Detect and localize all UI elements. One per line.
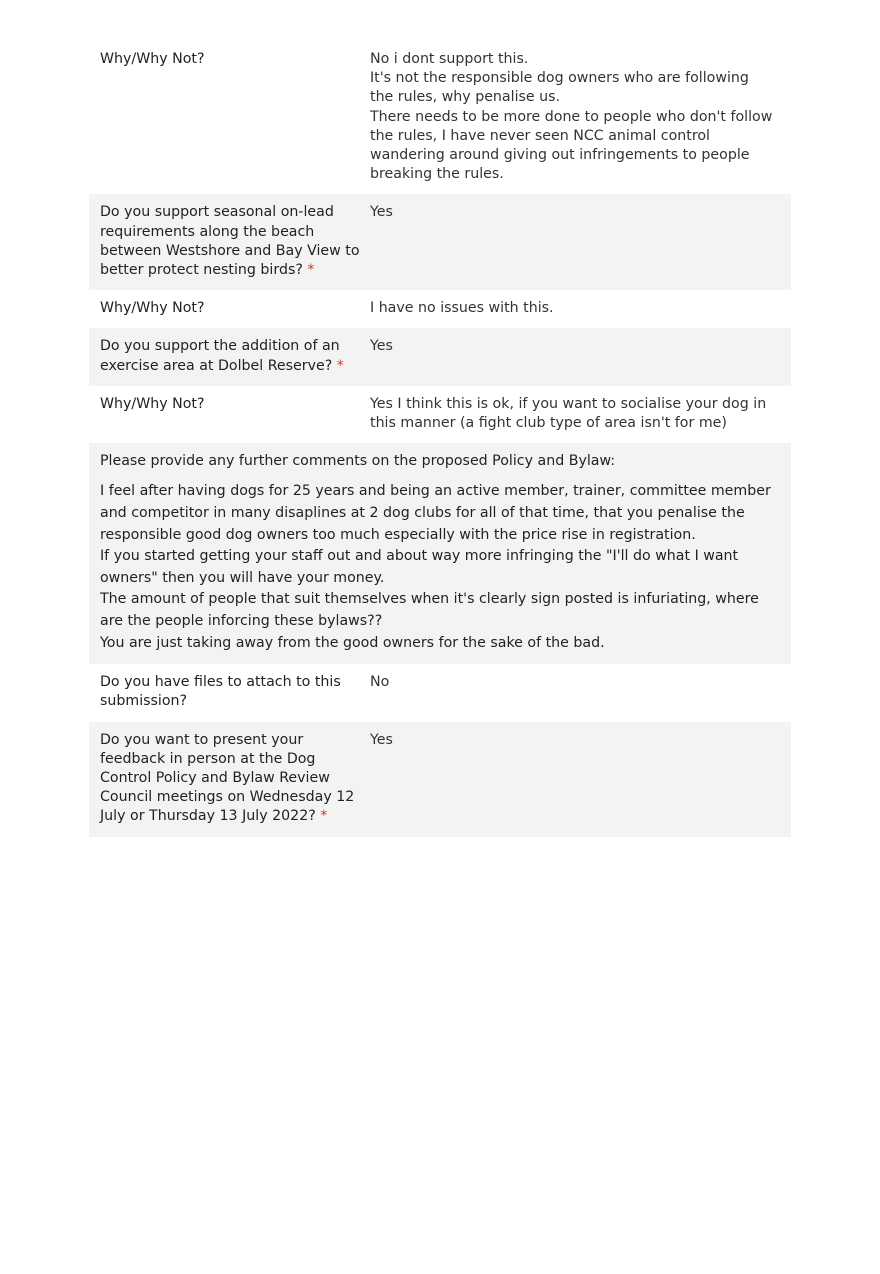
answer-line: There needs to be more done to people who don't follow the rules, I have never seen NCC animal control wandering around giving out infringements to people breaking the rules.	[370, 108, 773, 183]
answer-line: It's not the responsible dog owners who are following the rules, why penalise us.	[370, 70, 749, 106]
answer-line: You are just taking away from the good owners for the sake of the bad.	[100, 634, 605, 651]
answer-value: Yes	[370, 731, 393, 748]
question-label: Please provide any further comments on the proposed Policy and Bylaw:	[100, 453, 616, 470]
form-row-present-in-person	[89, 722, 791, 837]
answer-value	[100, 481, 780, 654]
question-label: Do you support seasonal on-lead requirements along the beach between Westshore and Bay View to better protect nesting birds? *	[100, 204, 360, 279]
required-marker: *	[336, 357, 344, 374]
form-row-why-not-1	[89, 41, 791, 194]
form-row-seasonal-on-lead	[89, 194, 791, 290]
question-label: Why/Why Not?	[100, 395, 205, 412]
form-row-why-not-3	[89, 386, 791, 443]
answer-value	[370, 50, 780, 184]
question-label: Why/Why Not?	[100, 300, 205, 317]
form-row-why-not-2	[89, 290, 791, 328]
required-marker: *	[307, 262, 315, 279]
question-label: Do you want to present your feedback in person at the Dog Control Policy and Bylaw Review Council meetings on Wednesday 12 July or Thursday 13 July 2022? *	[100, 731, 355, 825]
question-label: Do you support the addition of an exercise area at Dolbel Reserve? *	[100, 338, 344, 374]
answer-line: I feel after having dogs for 25 years and being an active member, trainer, committee member and competitor in many disaplines at 2 dog clubs for all of that time, that you penalise the responsible good dog owners too much especially with the price rise in registration.	[100, 483, 771, 543]
answer-value: Yes	[370, 338, 393, 355]
question-label: Why/Why Not?	[100, 51, 205, 67]
form-row-files-attach	[89, 664, 791, 721]
answer-value: I have no issues with this.	[370, 300, 554, 317]
answer-value: No	[370, 674, 390, 691]
answer-line: The amount of people that suit themselves when it's clearly sign posted is infuriating, where are the people inforcing these bylaws??	[100, 591, 759, 630]
answer-value: Yes I think this is ok, if you want to socialise your dog in this manner (a fight club type of area isn't for me)	[370, 395, 767, 432]
answer-line: If you started getting your staff out and about way more infringing the "I'll do what I want owners" then you will have your money.	[100, 548, 739, 586]
required-marker: *	[320, 808, 328, 825]
form-row-further-comments	[89, 443, 791, 664]
question-label: Do you have files to attach to this submission?	[100, 674, 341, 710]
submission-form	[89, 41, 791, 837]
answer-value: Yes	[370, 204, 393, 221]
answer-line: No i dont support this.	[370, 51, 529, 67]
form-row-dolbel-exercise-area	[89, 328, 791, 385]
